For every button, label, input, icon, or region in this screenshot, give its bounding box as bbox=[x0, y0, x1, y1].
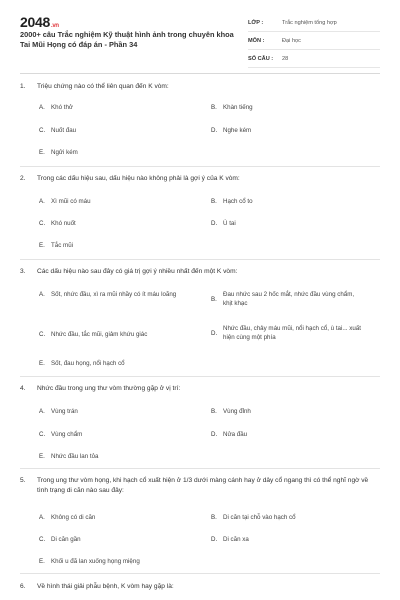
answer-option[interactable] bbox=[39, 535, 199, 544]
option-text: Nhức đầu lan tỏa bbox=[51, 453, 99, 460]
document-meta bbox=[248, 14, 380, 68]
option-text: Vùng trán bbox=[51, 408, 78, 415]
question-text: Về hình thái giải phẫu bệnh, K vòm hay gặp là: bbox=[37, 583, 174, 590]
meta-value: 28 bbox=[282, 55, 289, 62]
answer-option[interactable] bbox=[211, 219, 371, 228]
option-letter: D. bbox=[211, 431, 218, 438]
option-letter: A. bbox=[39, 291, 45, 298]
question-number: 4. bbox=[20, 385, 26, 392]
option-letter: C. bbox=[39, 536, 46, 543]
option-letter: D. bbox=[211, 329, 218, 337]
option-letter: B. bbox=[211, 104, 217, 111]
answer-option[interactable] bbox=[39, 330, 199, 339]
option-text: Tắc mũi bbox=[51, 242, 74, 249]
question-stem bbox=[20, 384, 380, 394]
question-number: 3. bbox=[20, 268, 26, 275]
question-number: 2. bbox=[20, 175, 26, 182]
answer-option[interactable] bbox=[39, 126, 199, 135]
meta-row-count bbox=[248, 50, 380, 68]
question-4 bbox=[20, 384, 380, 460]
meta-row-subject bbox=[248, 32, 380, 50]
answer-option[interactable] bbox=[39, 430, 199, 439]
answer-option[interactable] bbox=[211, 324, 367, 342]
option-letter: B. bbox=[211, 514, 217, 521]
answer-option[interactable] bbox=[39, 241, 199, 250]
option-letter: C. bbox=[39, 220, 46, 227]
question-stem bbox=[20, 82, 380, 92]
page-header bbox=[0, 0, 400, 72]
answer-option[interactable] bbox=[39, 219, 199, 228]
answer-option[interactable] bbox=[39, 513, 199, 522]
logo-domain: .vn bbox=[50, 23, 59, 29]
meta-key: MÔN : bbox=[248, 37, 265, 44]
question-text: Triệu chứng nào có thể liên quan đến K vòm: bbox=[37, 83, 169, 90]
question-1 bbox=[20, 82, 380, 156]
option-text: Ngửi kém bbox=[51, 149, 78, 156]
option-text: Khó nuốt bbox=[51, 220, 76, 227]
question-text: Trong ung thư vòm họng, khi hạch cổ xuất hiện ở 1/3 dưới màng cánh hay ở dây cổ ngang thì có thể nghĩ ngờ về tình trạng di căn nào sau đây: bbox=[37, 477, 369, 494]
logo-main: 2048 bbox=[20, 14, 50, 30]
document-title: 2000+ câu Trắc nghiệm Kỹ thuật hình ảnh trong chuyên khoa Tai Mũi Họng có đáp án - Phần 34 bbox=[20, 30, 234, 49]
answer-option[interactable] bbox=[211, 290, 361, 308]
answer-option[interactable] bbox=[211, 430, 371, 439]
meta-value[interactable]: Trắc nghiệm tổng hợp bbox=[282, 19, 337, 26]
option-text: Nhức đầu, tắc mũi, giảm khứu giác bbox=[51, 331, 148, 338]
question-3 bbox=[20, 267, 380, 367]
option-letter: B. bbox=[211, 295, 217, 303]
question-text: Các dấu hiệu nào sau đây có giá trị gợi ý nhiều nhất đến một K vòm: bbox=[37, 268, 238, 275]
option-letter: B. bbox=[211, 198, 217, 205]
option-letter: B. bbox=[211, 408, 217, 415]
answer-option[interactable] bbox=[211, 126, 371, 135]
option-text: Di căn tại chỗ vào hạch cổ bbox=[223, 514, 296, 521]
question-divider bbox=[20, 468, 380, 469]
meta-key: SỐ CÂU : bbox=[248, 55, 274, 62]
option-letter: C. bbox=[39, 127, 46, 134]
option-letter: E. bbox=[39, 453, 45, 460]
answer-option[interactable] bbox=[39, 290, 189, 299]
option-text: Nửa đầu bbox=[223, 431, 248, 438]
option-letter: E. bbox=[39, 360, 45, 367]
answer-option[interactable] bbox=[39, 103, 199, 112]
option-text: Nuốt đau bbox=[51, 127, 77, 134]
question-stem bbox=[20, 174, 380, 184]
option-text: Không có di căn bbox=[51, 514, 96, 521]
question-stem bbox=[20, 267, 380, 277]
option-text: Đau nhức sau 2 hốc mắt, nhức đầu vùng chẩm, khịt khạc bbox=[223, 291, 355, 307]
option-letter: D. bbox=[211, 127, 218, 134]
answer-option[interactable] bbox=[39, 197, 199, 206]
option-letter: C. bbox=[39, 431, 46, 438]
answer-option[interactable] bbox=[39, 359, 239, 368]
question-5 bbox=[20, 476, 380, 565]
option-letter: D. bbox=[211, 536, 218, 543]
answer-option[interactable] bbox=[211, 407, 371, 416]
answer-option[interactable] bbox=[39, 407, 199, 416]
option-text: Ù tai bbox=[223, 220, 236, 227]
answer-option[interactable] bbox=[211, 103, 371, 112]
option-text: Xì mũi có máu bbox=[51, 198, 91, 205]
question-stem bbox=[20, 476, 380, 496]
option-letter: E. bbox=[39, 558, 45, 565]
question-divider bbox=[20, 376, 380, 377]
answer-option[interactable] bbox=[211, 513, 371, 522]
answer-option[interactable] bbox=[211, 197, 371, 206]
option-text: Sốt, nhức đầu, xì ra mũi nhầy có ít máu loãng bbox=[51, 291, 177, 298]
question-2 bbox=[20, 174, 380, 249]
question-6 bbox=[20, 582, 380, 592]
meta-value[interactable]: Đại học bbox=[282, 37, 301, 44]
option-letter: C. bbox=[39, 331, 46, 338]
option-text: Khàn tiếng bbox=[223, 104, 253, 111]
option-text: Khối u đã lan xuống họng miệng bbox=[51, 558, 140, 565]
option-letter: A. bbox=[39, 198, 45, 205]
header-divider bbox=[20, 73, 380, 74]
question-text: Trong các dấu hiệu sau, dấu hiệu nào không phải là gợi ý của K vòm: bbox=[37, 175, 240, 182]
answer-option[interactable] bbox=[39, 452, 199, 461]
question-stem bbox=[20, 582, 380, 592]
option-letter: E. bbox=[39, 242, 45, 249]
option-text: Vùng chẩm bbox=[51, 431, 83, 438]
answer-option[interactable] bbox=[39, 148, 199, 157]
question-number: 6. bbox=[20, 583, 26, 590]
site-logo[interactable] bbox=[20, 14, 59, 30]
answer-option[interactable] bbox=[211, 535, 371, 544]
question-text: Nhức đầu trong ung thư vòm thường gặp ở vị trí: bbox=[37, 385, 181, 392]
option-text: Vùng đỉnh bbox=[223, 408, 251, 415]
meta-row-class bbox=[248, 14, 380, 32]
option-letter: A. bbox=[39, 104, 45, 111]
question-divider bbox=[20, 166, 380, 167]
option-letter: E. bbox=[39, 149, 45, 156]
option-letter: A. bbox=[39, 408, 45, 415]
question-number: 5. bbox=[20, 477, 26, 484]
option-text: Nhức đầu, chảy máu mũi, nổi hạch cổ, ù tai... xuất hiện cùng một phía bbox=[223, 325, 361, 341]
question-number: 1. bbox=[20, 83, 26, 90]
option-text: Hạch cổ to bbox=[223, 198, 253, 205]
option-text: Nghe kém bbox=[223, 127, 252, 134]
option-text: Di căn gần bbox=[51, 536, 81, 543]
answer-option[interactable] bbox=[39, 557, 239, 566]
option-letter: D. bbox=[211, 220, 218, 227]
question-divider bbox=[20, 573, 380, 574]
option-letter: A. bbox=[39, 514, 45, 521]
meta-key: LỚP : bbox=[248, 19, 264, 26]
option-text: Khó thở bbox=[51, 104, 73, 111]
option-text: Sốt, đau họng, nổi hạch cổ bbox=[51, 360, 125, 367]
question-divider bbox=[20, 259, 380, 260]
option-text: Di căn xa bbox=[223, 536, 249, 543]
